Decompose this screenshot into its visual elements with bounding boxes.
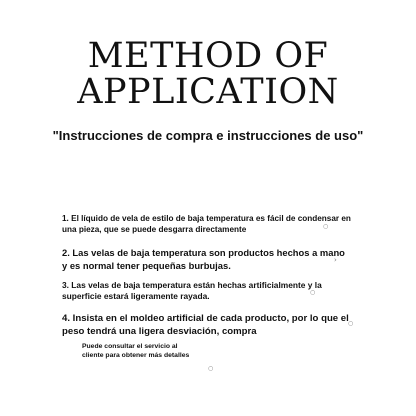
chevron-right-icon: ›	[334, 256, 337, 264]
instruction-step-1: 1. El líquido de vela de estilo de baja temperatura es fácil de condensar en una pieza, que se puede desgarra directamente	[62, 214, 351, 234]
page-subtitle: "Instrucciones de compra e instrucciones de uso"	[52, 128, 364, 143]
circle-bullet-icon: ○	[310, 289, 316, 296]
instruction-step-3: 3. Las velas de baja temperatura están hechas artificialmente y la superficie estará ligeramente rayada.	[62, 280, 322, 301]
circle-bullet-icon: ○	[323, 223, 329, 230]
instruction-step-2: 2. Las velas de baja temperatura son productos hechos a mano y es normal tener pequeñas burbujas.	[62, 247, 345, 271]
title-line-2: APPLICATION	[77, 72, 339, 112]
customer-service-note: Puede consultar el servicio al cliente para obtener más detalles	[82, 343, 190, 359]
instruction-step-4: 4. Insista en el moldeo artificial de cada producto, por lo que el peso tendrá una ligera desviación, compra	[62, 313, 349, 337]
circle-bullet-icon: ○	[208, 365, 214, 372]
title-line-1: METHOD OF	[87, 36, 329, 76]
circle-bullet-icon: ○	[348, 320, 354, 327]
page-title	[0, 38, 416, 110]
